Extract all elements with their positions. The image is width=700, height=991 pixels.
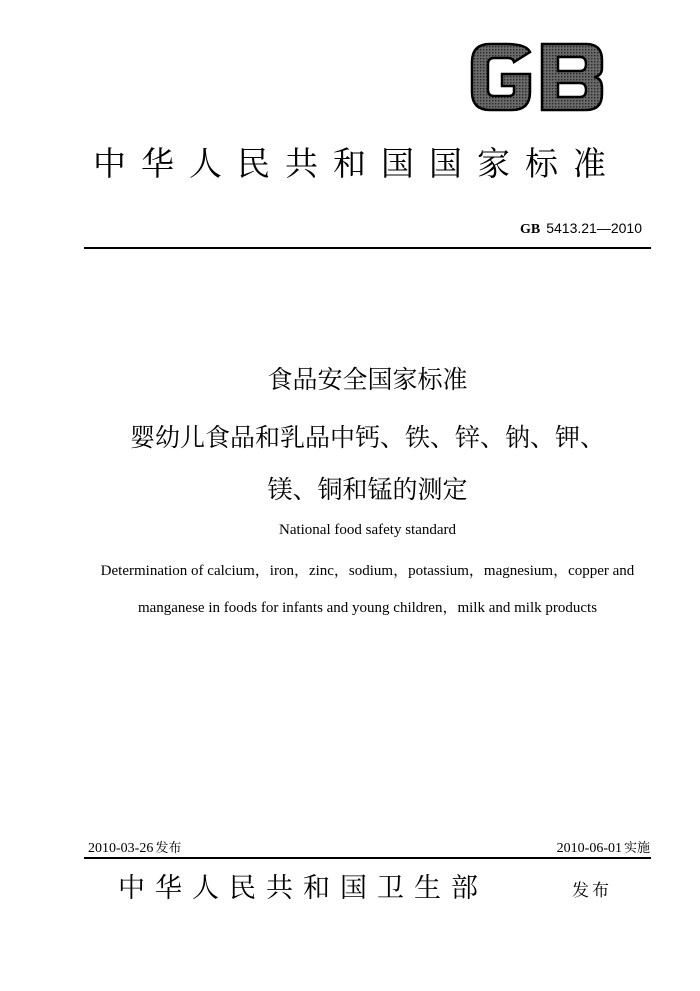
issue-date [88,837,181,857]
title-en-line-1: National food safety standard [278,522,457,538]
standard-number [520,220,642,238]
issue-date-value: 2010-03-26 [88,841,154,856]
footer-divider [84,857,651,859]
impl-date-label: 实施 [623,841,650,856]
standard-code: 5413.21—2010 [546,220,642,236]
publish-label: 发布 [572,881,612,901]
gb-logo [468,40,606,114]
title-cn-line-1: 食品安全国家标准 [267,365,468,394]
issue-date-label: 发布 [155,841,182,856]
impl-date-value: 2010-06-01 [556,841,622,856]
issuer-title: 中华人民共和国国家标准 [93,144,621,183]
title-en-line-3: manganese in foods for infants and young children，milk and milk products [137,600,598,616]
title-cn-line-3: 镁、铜和锰的测定 [267,475,468,504]
standard-prefix: GB [520,222,541,237]
issuing-authority: 中华人民共和国卫生部 [118,873,488,904]
header-divider [84,247,651,249]
title-cn-line-2: 婴幼儿食品和乳品中钙、铁、锌、钠、钾、 [129,423,605,452]
implementation-date [557,837,650,857]
title-en-line-2: Determination of calcium，iron，zinc，sodium，potassium，magnesium，copper and [100,563,635,579]
